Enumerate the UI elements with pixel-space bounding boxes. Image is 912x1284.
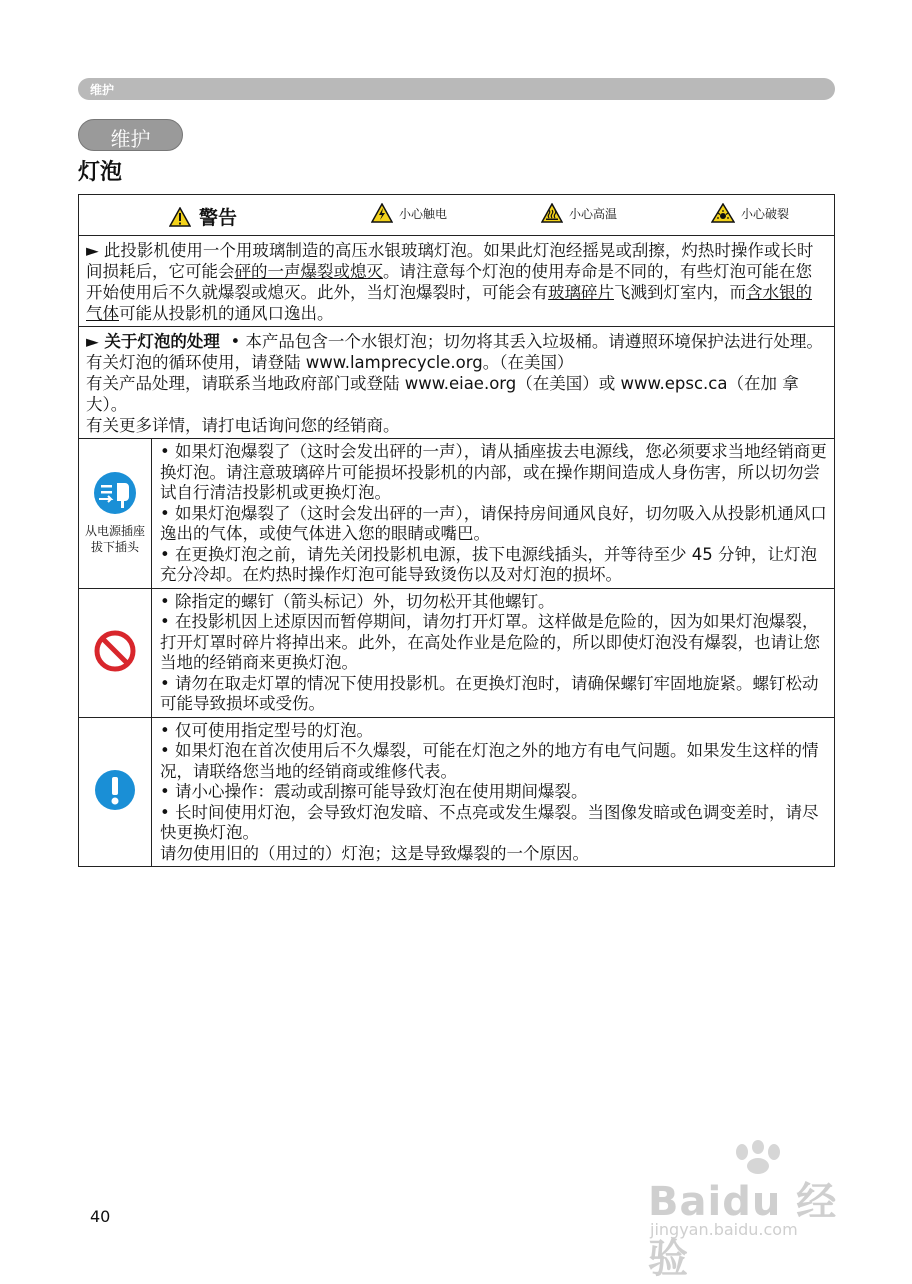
row1-underline-2: 玻璃碎片 — [548, 283, 614, 302]
bullet-item: • 如果灯泡爆裂了（这时会发出砰的一声），请保持房间通风良好，切勿吸入从投影机通风口逸出的气体，或使气体进入您的眼睛或嘴巴。 — [160, 503, 827, 543]
warning-table — [78, 194, 835, 867]
disposal-line-2: 有关产品处理，请联系当地政府部门或登陆 www.eiae.org（在美国）或 www.epsc.ca（在加 拿大）。 — [86, 374, 799, 414]
lamp-warning-text — [86, 240, 827, 324]
bullet-item: • 在更换灯泡之前，请先关闭投影机电源，拔下电源线插头，并等待至少 45 分钟，让灯泡充分冷却。在灼热时操作灯泡可能导致烫伤以及对灯泡的损坏。 — [160, 544, 817, 584]
row1-text-2: 。请注意每个灯泡的使用寿命是不同的，有些灯泡可能在您开始使用后不久就爆裂或熄灭。此外，当灯泡爆裂时，可能会有 — [86, 262, 812, 302]
bullet-item: • 请勿在取走灯罩的情况下使用投影机。在更换灯泡时，请确保螺钉牢固地旋紧。螺钉松动可能导致损坏或受伤。 — [160, 673, 819, 713]
bullet-item: 请勿使用旧的（用过的）灯泡；这是导致爆裂的一个原因。 — [160, 843, 589, 863]
bullet-item: • 如果灯泡在首次使用后不久爆裂，可能在灯泡之外的地方有电气问题。如果发生这样的情况，请联络您当地的经销商或维修代表。 — [160, 741, 819, 781]
warning-triangle-icon — [169, 207, 191, 227]
hot-surface-warning-icon — [541, 203, 563, 223]
bullet-item: • 在投影机因上述原因而暂停期间，请勿打开灯罩。这样做是危险的，因为如果灯泡爆裂，打开灯罩时碎片将掉出来。此外，在高处作业是危险的，所以即使灯泡没有爆裂，也请让您当地的经销商来更换灯泡。 — [160, 612, 820, 672]
bullet-item: • 除指定的螺钉（箭头标记）外，切勿松开其他螺钉。 — [160, 591, 555, 611]
unplug-bullets — [152, 439, 835, 589]
disposal-line-3: 有关更多详情，请打电话询问您的经销商。 — [86, 416, 400, 435]
row1-text-3: 飞溅到灯室内，而 — [614, 283, 746, 302]
disposal-intro: • 本产品包含一个水银灯泡；切勿将其丢入垃圾桶。请遵照环境保护法进行处理。 — [230, 332, 823, 351]
row1-text-4: 可能从投影机的通风口逸出。 — [119, 304, 334, 323]
watermark-logo: Baidu 经验 — [648, 1179, 838, 1282]
row1-underline-3: 含水银的气体 — [86, 283, 812, 323]
lamp-disposal-row — [79, 327, 835, 439]
mandatory-bullets — [152, 717, 835, 867]
disposal-heading: ► 关于灯泡的处理 — [86, 332, 220, 351]
mandatory-row — [79, 717, 835, 867]
baidu-watermark — [648, 1140, 863, 1282]
explosion-warning-icon — [711, 203, 735, 223]
row1-text-1: ► 此投影机使用一个用玻璃制造的高压水银玻璃灯泡。如果此灯泡经摇晃或刮擦，灼热时操作或长时间损耗后，它可能会 — [86, 241, 814, 281]
warning-item-label: 小心高温 — [569, 206, 618, 221]
warning-item-shock — [371, 203, 447, 223]
warning-item-label: 小心破裂 — [741, 206, 790, 221]
section-pill — [78, 119, 183, 151]
prohibition-row — [79, 588, 835, 717]
exclamation-mandatory-icon — [93, 768, 137, 812]
warning-item-label: 小心触电 — [399, 206, 448, 221]
unplug-icon-cell — [79, 439, 152, 589]
paw-icon — [728, 1140, 788, 1174]
warning-item-burst — [711, 203, 789, 223]
prohibition-icon-cell — [79, 588, 152, 717]
unplug-caption-line-1: 从电源插座 — [84, 524, 145, 539]
unplug-caption-line-2: 拔下插头 — [90, 540, 139, 555]
warning-item-hot — [541, 203, 617, 223]
warning-main-label: 警告 — [199, 207, 238, 229]
warning-main — [169, 203, 237, 230]
unplug-row — [79, 439, 835, 589]
bullet-item: • 长时间使用灯泡，会导致灯泡发暗、不点亮或发生爆裂。当图像发暗或色调变差时，请尽快更换灯泡。 — [160, 802, 819, 842]
bullet-item: • 仅可使用指定型号的灯泡。 — [160, 720, 373, 740]
header-bar — [78, 78, 835, 100]
prohibition-bullets — [152, 588, 835, 717]
page-number: 40 — [90, 1207, 111, 1226]
electric-shock-warning-icon — [371, 203, 393, 223]
lamp-warning-row — [79, 236, 835, 327]
row1-underline-1: 砰的一声爆裂或熄灭 — [234, 262, 383, 281]
unplug-icon — [93, 471, 137, 515]
header-bar-label: 维护 — [90, 83, 115, 97]
prohibition-icon — [93, 629, 137, 673]
warning-header-row — [79, 195, 835, 236]
watermark-url: jingyan.baidu.com — [650, 1220, 798, 1239]
page-title: 灯泡 — [78, 160, 123, 185]
bullet-item: • 请小心操作：震动或刮擦可能导致灯泡在使用期间爆裂。 — [160, 782, 588, 801]
section-pill-label: 维护 — [110, 127, 151, 151]
disposal-line-1: 有关灯泡的循环使用，请登陆 www.lamprecycle.org。（在美国） — [86, 353, 574, 372]
mandatory-icon-cell — [79, 717, 152, 867]
bullet-item: • 如果灯泡爆裂了（这时会发出砰的一声），请从插座拔去电源线，您必须要求当地经销商更换灯泡。请注意玻璃碎片可能损坏投影机的内部，或在操作期间造成人身伤害，所以切勿尝试自行清洁投影机或更换灯泡。 — [160, 442, 827, 502]
